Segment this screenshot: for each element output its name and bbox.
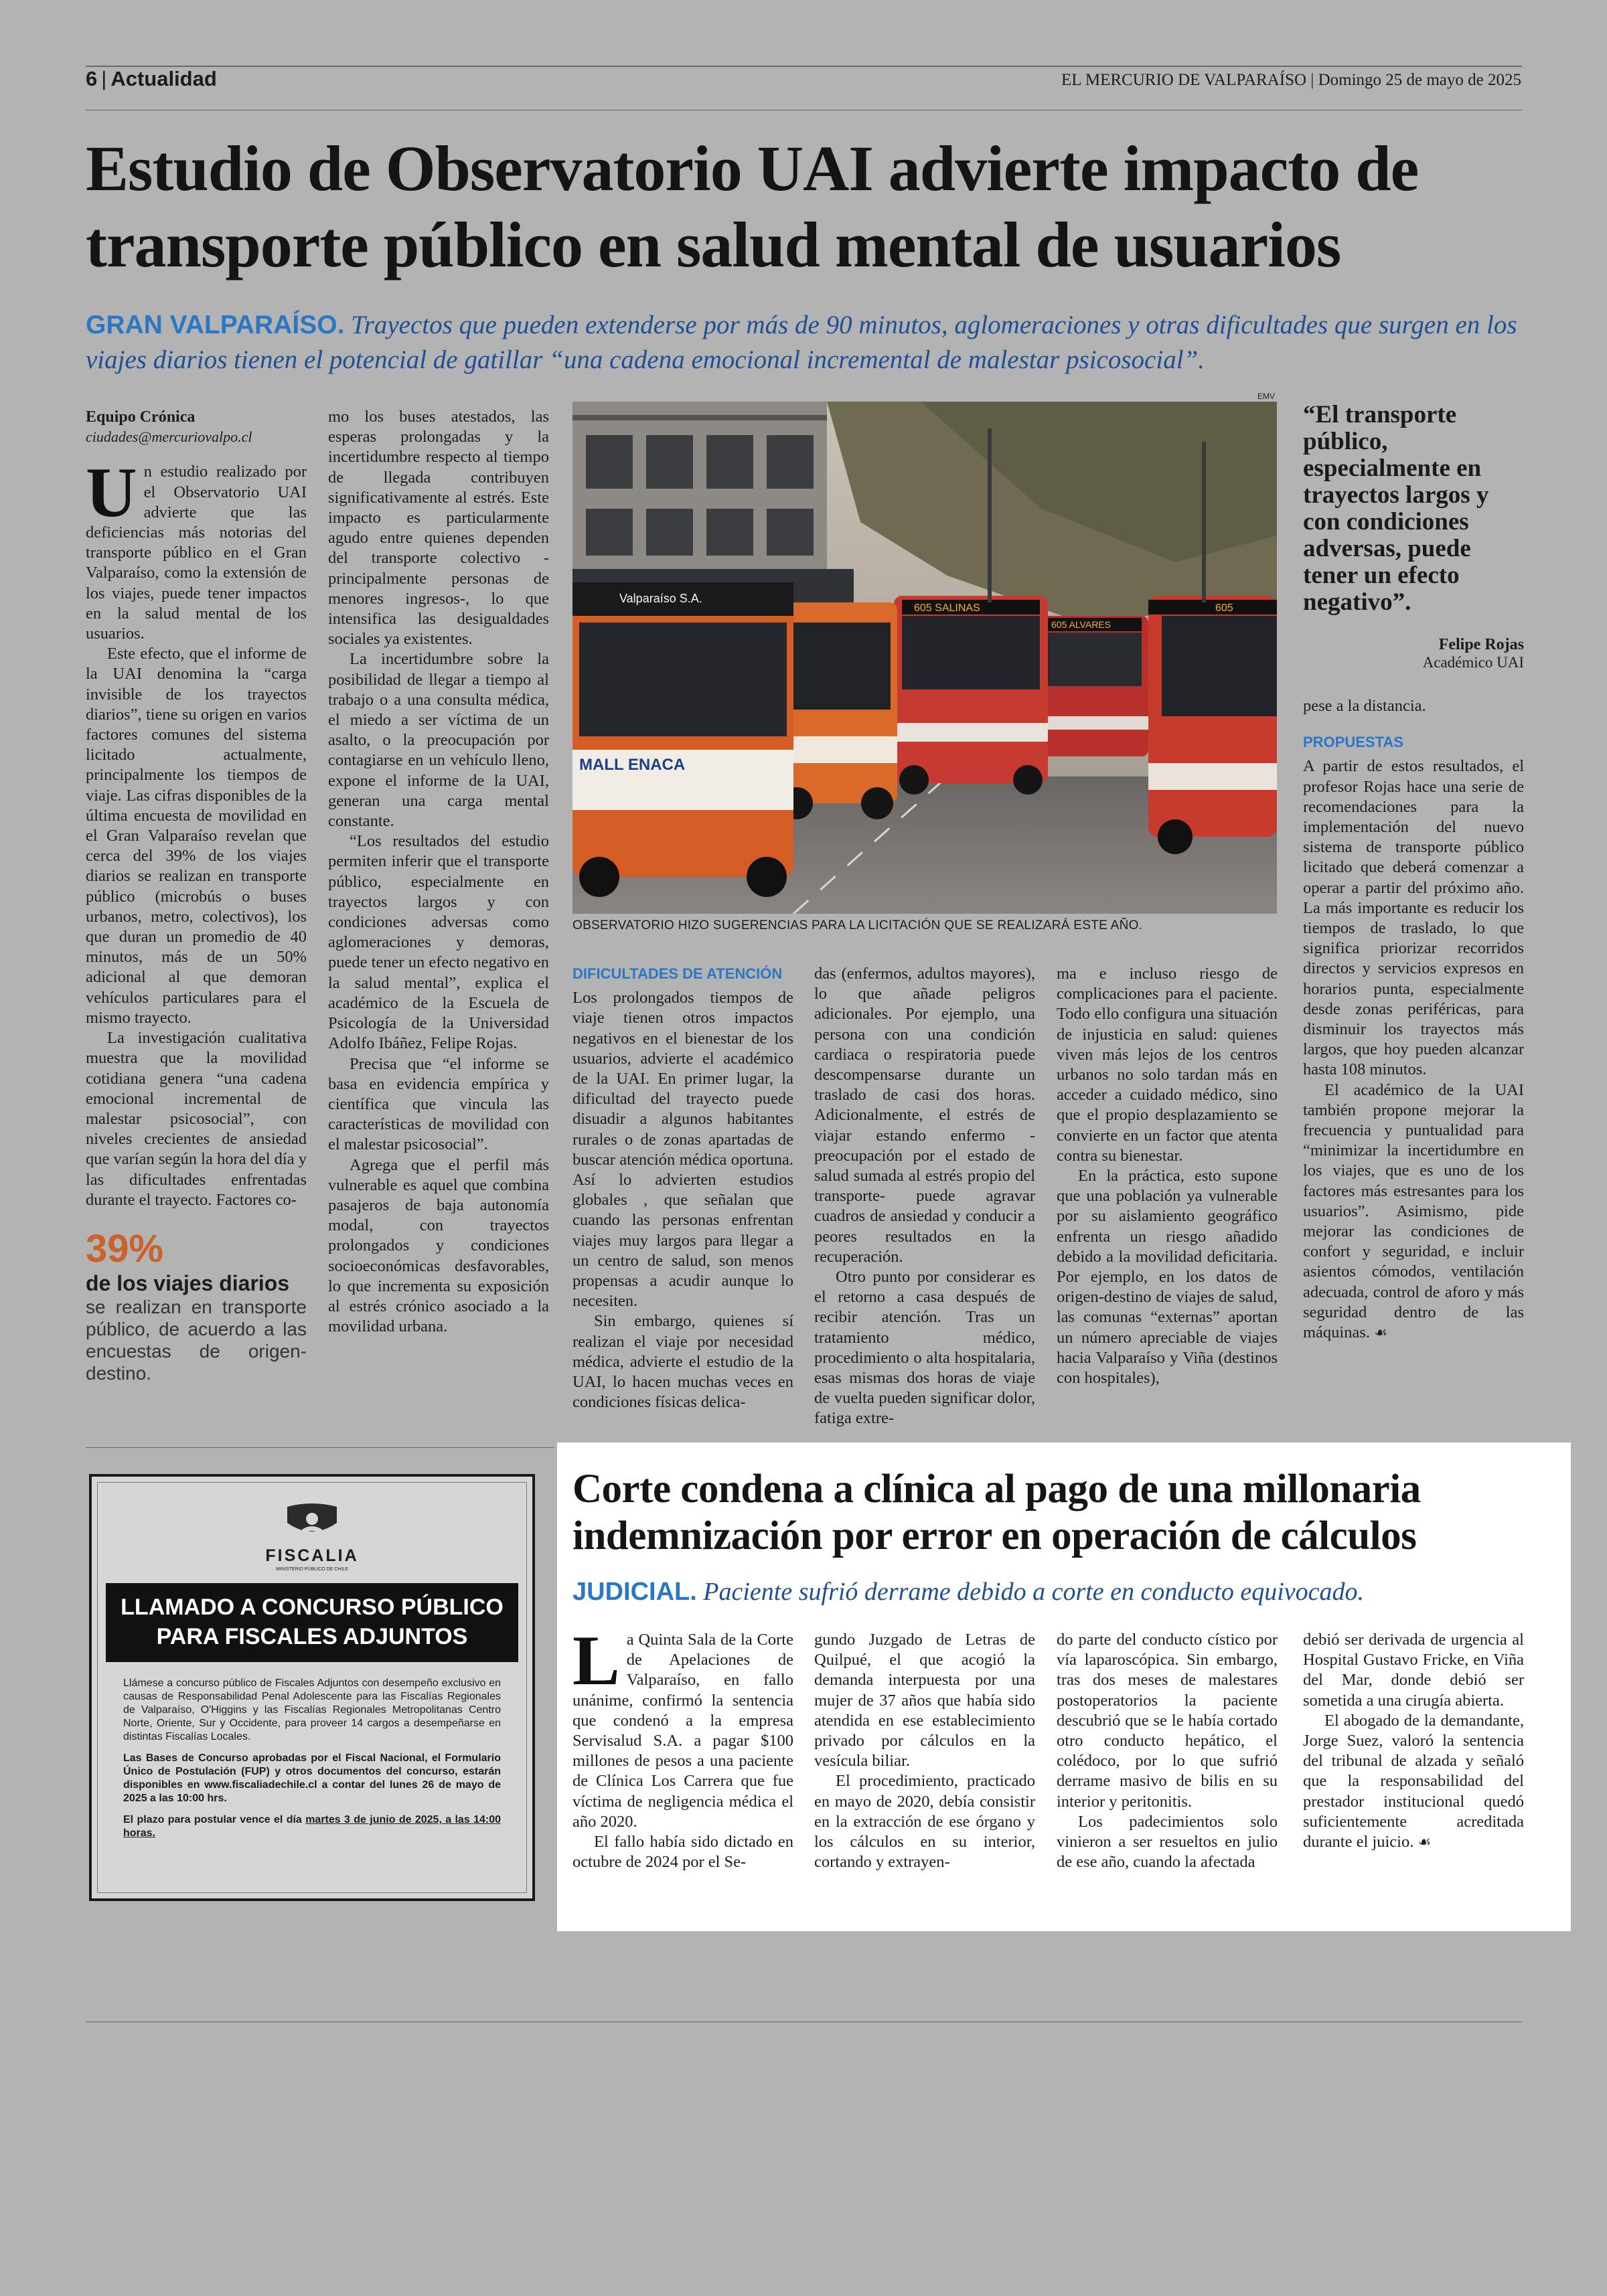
paragraph: A partir de estos resultados, el profesor Rojas hace una serie de recomendaciones para la implementación del nuevo sistema de transporte público licitado que deberá comenzar a operar a partir del próximo año. La más importante es reducir los tiempos de traslado, lo que significa priorizar recorridos directos y servicios expresos en horarios punta, especialmente desde zonas periféricas, para disminuir los trayectos más largos, que hoy pueden alcanzar hasta 108 minutos. (1303, 757, 1524, 1079)
fiscalia-logo (98, 1503, 526, 1572)
paragraph: Los padecimientos solo vinieron a ser resueltos en julio de ese año, cuando la afectada (1057, 1812, 1278, 1872)
paragraph-text: El académico de la UAI también propone mejorar la frecuencia y puntualidad para “minimizar la incertidumbre en los viajes, que es uno de los factores más estresantes para los usuarios”. Asimismo, pide mejorar las condiciones de confort y seguridad, e incluir asientos cómodos, ventilación adecuada, control de aforo y más seguridad dentro de las máquinas. (1303, 1080, 1524, 1342)
deadline-prefix: El plazo para postular vence el día (123, 1814, 306, 1825)
bus-sign: 605 SALINAS (914, 602, 980, 614)
section-rule (86, 1447, 554, 1448)
ad-banner (106, 1583, 518, 1662)
page-header-right: EL MERCURIO DE VALPARAÍSO | Domingo 25 de mayo de 2025 (1061, 71, 1521, 89)
end-mark-icon: ☙ (1374, 1325, 1387, 1342)
deadline-date: martes 3 de junio de 2025, a las 14:00 horas. (123, 1814, 501, 1839)
article2-headline (572, 1466, 1557, 1560)
buses-photo-illustration (572, 402, 1277, 914)
drop-cap: L (572, 1621, 620, 1700)
paragraph: das (enfermos, adultos mayores), lo que añade peligros adicionales. Por ejemplo, una persona con una condición cardiaca o respiratoria puede descompensarse durante un traslado de casi dos horas. Adicionalmente, el estrés de viajar estando enfermo -preocupación por el estado de salud sumada al estrés propio del transporte- puede agravar cuadros de ansiedad y conducir a peores resultados en la recuperación. (814, 965, 1035, 1266)
bus-sign: 605 ALVARES (1051, 619, 1111, 630)
paragraph: El fallo había sido dictado en octubre de 2024 por el Se- (572, 1833, 793, 1872)
paragraph: Precisa que “el informe se basa en evidencia empírica y científica que vincula las características de movilidad con el malestar psicosocial”. (328, 1054, 549, 1154)
article2-column-3 (1057, 1630, 1278, 1872)
stat-label: de los viajes diarios (86, 1270, 290, 1295)
ad-body (123, 1677, 501, 1848)
paragraph: Otro punto por considerar es el retorno a casa después de recibir atención. Tras un tratamiento médico, procedimiento o alta hospitalaria, esas mismas dos horas de viaje de vuelta pueden significar dolor, fatiga extre- (814, 1268, 1035, 1428)
bus-sign: MALL ENACA (579, 756, 686, 774)
quote-author: Felipe Rojas (1438, 636, 1524, 653)
paragraph: La investigación cualitativa muestra que la movilidad cotidiana genera “una cadena emocional incremental de malestar psicosocial”, con niveles crecientes de ansiedad que varían según la hora del día y las dificultades enfrentadas durante el trayecto. Factores co- (86, 1029, 307, 1209)
lead-kicker: GRAN VALPARAÍSO. (86, 311, 345, 339)
article2-lead (572, 1576, 1557, 1607)
paragraph-text: El abogado de la demandante, Jorge Suez, valoró la sentencia del tribunal de alzada y señaló que la responsabilidad del prestador institucional quedó suficientemente acreditada durante el juicio. (1303, 1711, 1524, 1852)
article2-column-2 (814, 1630, 1035, 1872)
ad-paragraph: Las Bases de Concurso aprobadas por el Fiscal Nacional, el Formulario Único de Postulación (FUP) y otros documentos del concurso, estarán disponibles en www.fiscaliadechile.cl a contar del lunes 26 de mayo de 2025 a las 10:00 hrs. (123, 1752, 501, 1804)
stat-text: se realizan en transporte público, de acuerdo a las encuestas de origen-destino. (86, 1296, 307, 1384)
paragraph: ma e incluso riesgo de complicaciones para el paciente. Todo ello configura una situación de injusticia en salud: quienes viven más lejos de los centros urbanos no solo tardan más en acceder a cuidado médico, sino que el propio desplazamiento se convierte en un factor que atenta contra su bienestar. (1057, 965, 1278, 1165)
paragraph: mo los buses atestados, las esperas prolongadas y la incertidumbre respecto al tiempo de llegada contribuyen significativamente al estrés. Este impacto es particularmente agudo entre quienes dependen del transporte colectivo -principalmente personas de menores ingresos-, lo que intensifica las desigualdades sociales ya existentes. (328, 408, 549, 649)
ad-brand-sub: MINISTERIO PÚBLICO DE CHILE (276, 1567, 348, 1572)
paragraph (86, 453, 307, 644)
photo-credit: EMV (1257, 392, 1276, 401)
page-header-left: 6 | Actualidad (86, 67, 217, 90)
paragraph-text: a Quinta Sala de la Corte de Apelaciones de Valparaíso, en fallo unánime, confirmó la sentencia que condenó a la empresa Servisalud S.A. a pagar $100 millones de pesos a una paciente de Clínica Los Carrera que fue víctima de negligencia médica el año 2020. (572, 1631, 793, 1831)
lead-text: Trayectos que pueden extenderse por más de 90 minutos, aglomeraciones y otras dificultades que surgen en los viajes diarios tienen el potencial de gatillar “una cadena emocional incremental de malestar psicosocial”. (86, 311, 1517, 374)
newspaper-name: EL MERCURIO DE VALPARAÍSO (1061, 71, 1307, 89)
paragraph: Sin embargo, quienes sí realizan el viaje por necesidad médica, advierte el estudio de la UAI, lo hacen muchas veces en condiciones físicas delica- (572, 1312, 793, 1412)
paragraph: “Los resultados del estudio permiten inferir que el transporte público, especialmente en trayectos largos y con condiciones adversas como aglomeraciones y demoras, puede tener un efecto negativo en la salud mental”, explica el académico de la Escuela de Psicología de la Universidad Adolfo Ibáñez, Felipe Rojas. (328, 832, 549, 1053)
article-headline (86, 131, 1532, 283)
end-mark-icon: ☙ (1418, 1834, 1432, 1852)
headline-line-2: transporte público en salud mental de usuarios (86, 209, 1341, 280)
paragraph: La incertidumbre sobre la posibilidad de llegar a tiempo al trabajo o a una consulta médica, el miedo a ser víctima de un asalto, o la preocupación por contagiarse en un vehículo lleno, expone el informe de la UAI, generan una carga mental constante. (328, 650, 549, 831)
ad-frame (97, 1482, 527, 1893)
article-column-4 (814, 964, 1035, 1429)
stat-callout (86, 1228, 307, 1384)
quote-role: Académico UAI (1422, 654, 1524, 671)
headline-line-1: Estudio de Observatorio UAI advierte impacto de (86, 133, 1419, 204)
subhead-dificultades: DIFICULTADES DE ATENCIÓN (572, 965, 783, 982)
article-lead (86, 308, 1532, 378)
paragraph: Los prolongados tiempos de viaje tienen otros impactos negativos en el bienestar de los usuarios, advierte el académico de la UAI. En primer lugar, la dificultad del trayecto puede disuadir a algunos habitantes rurales o de zonas apartadas de buscar atención médica oportuna. Así lo advierten estudios globales , que señalan que cuando las personas enfrentan viajes muy largos para llegar a un centro de salud, son menos propensas a acudir aunque lo necesiten. (572, 989, 793, 1311)
article-column-1 (86, 407, 307, 1384)
paragraph: Agrega que el perfil más vulnerable es aquel que combina pasajeros de baja autonomía modal, con trayectos prolongados y condiciones socioeconómicas desfavorables, lo que incrementa su exposición al estrés crónico asociado a la movilidad urbana. (328, 1155, 549, 1336)
paragraph: debió ser derivada de urgencia al Hospital Gustavo Fricke, en Viña del Mar, donde debió ser sometida a una cirugía abierta. (1303, 1631, 1524, 1710)
paragraph: pese a la distancia. (1303, 697, 1426, 715)
headline2-line-1: Corte condena a clínica al pago de una millonaria (572, 1467, 1421, 1511)
section-name: Actualidad (110, 67, 217, 90)
paragraph: El procedimiento, practicado en mayo de 2020, debía consistir en la extracción de ese órgano y los cálculos en su interior, cortando y extrayen- (814, 1772, 1035, 1872)
pull-quote (1303, 402, 1524, 671)
byline-email: ciudades@mercuriovalpo.cl (86, 428, 252, 446)
paragraph: do parte del conducto cístico por vía laparoscópica. Sin embargo, tras dos meses de malestares postoperatorios la paciente descubrió que se le había cortado otro conducto hepático, el colédoco, por lo que sufrió derrame masivo de bilis en su interior y peritonitis. (1057, 1631, 1278, 1811)
quote-text: “El transporte público, especialmente en trayectos largos y con condiciones adversas, puede tener un efecto negativo”. (1303, 401, 1489, 616)
bus-sign: 605 (1215, 602, 1233, 614)
photo-caption: OBSERVATORIO HIZO SUGERENCIAS PARA LA LICITACIÓN QUE SE REALIZARÁ ESTE AÑO. (572, 918, 1143, 932)
article-column-6 (1303, 696, 1524, 1343)
headline2-line-2: indemnización por error en operación de cálculos (572, 1513, 1417, 1558)
byline-author: Equipo Crónica (86, 408, 196, 426)
lead2-text: Paciente sufrió derrame debido a corte en conducto equivocado. (703, 1578, 1364, 1606)
ad-paragraph: Llámese a concurso público de Fiscales Adjuntos con desempeño exclusivo en causas de Responsabilidad Penal Adolescente para las Fiscalías Regionales de Valparaíso, O'Higgins y las Fiscalías Regionales Metropolitanas Centro Norte, Oriente, Sur y Occidente, para proveer 14 cargos a desempeñarse en distintas Fiscalías Locales. (123, 1677, 501, 1742)
drop-cap: U (86, 453, 137, 532)
top-rule (86, 66, 1522, 67)
paragraph: En la práctica, esto supone que una población ya vulnerable por su aislamiento geográfico enfrenta un riesgo añadido debido a la movilidad deficitaria. Por ejemplo, en los datos de origen-destino de viajes de salud, las comunas “externas” aportan un número apreciable de viajes hacia Valparaíso y Viña (destinos con hospitales), (1057, 1167, 1278, 1388)
paragraph: Este efecto, que el informe de la UAI denomina la “carga invisible de los trayectos diarios”, tiene su origen en varios factores comunes del sistema licitado actualmente, principalmente los tiempos de viaje. Las cifras disponibles de la última encuesta de movilidad en el Gran Valparaíso revelan que cerca del 39% de los viajes diarios se realizan en transporte público (microbús o buses urbanos, metro, colectivos), los que duran un promedio de 40 minutos, más de un 50% adicional al que demoran vehículos particulares para el mismo trayecto. (86, 645, 307, 1027)
stat-value: 39% (86, 1226, 164, 1270)
subhead-propuestas: PROPUESTAS (1303, 734, 1403, 751)
ad-brand: FISCALIA (265, 1546, 359, 1565)
paragraph (1303, 1080, 1524, 1344)
paragraph (1303, 1711, 1524, 1853)
fiscalia-ad (89, 1474, 535, 1901)
issue-date: Domingo 25 de mayo de 2025 (1318, 71, 1521, 89)
article-column-5 (1057, 964, 1278, 1388)
paragraph (572, 1621, 793, 1832)
article2-column-4 (1303, 1630, 1524, 1853)
article2-column-1 (572, 1621, 793, 1872)
banner-line-1: LLAMADO A CONCURSO PÚBLICO (121, 1594, 504, 1620)
article-column-2 (328, 407, 549, 1337)
bus-sign: Valparaíso S.A. (619, 592, 702, 605)
article-column-3 (572, 964, 793, 1412)
article-photo (572, 402, 1277, 914)
banner-line-2: PARA FISCALES ADJUNTOS (156, 1624, 468, 1649)
paragraph: gundo Juzgado de Letras de Quilpué, el que acogió la demanda interpuesta por una mujer de 37 años que había sido atendida en ese establecimiento privado por cálculos en la vesícula biliar. (814, 1631, 1035, 1771)
ad-deadline (123, 1813, 501, 1840)
paragraph-text: n estudio realizado por el Observatorio UAI advierte que las deficiencias más notorias del transporte público en el Gran Valparaíso, como la extensión de los viajes, puede tener impactos en la salud mental de los usuarios. (86, 463, 307, 643)
page-number: 6 (86, 67, 98, 90)
fiscalia-emblem-icon (282, 1503, 342, 1543)
lead2-kicker: JUDICIAL. (572, 1578, 697, 1606)
